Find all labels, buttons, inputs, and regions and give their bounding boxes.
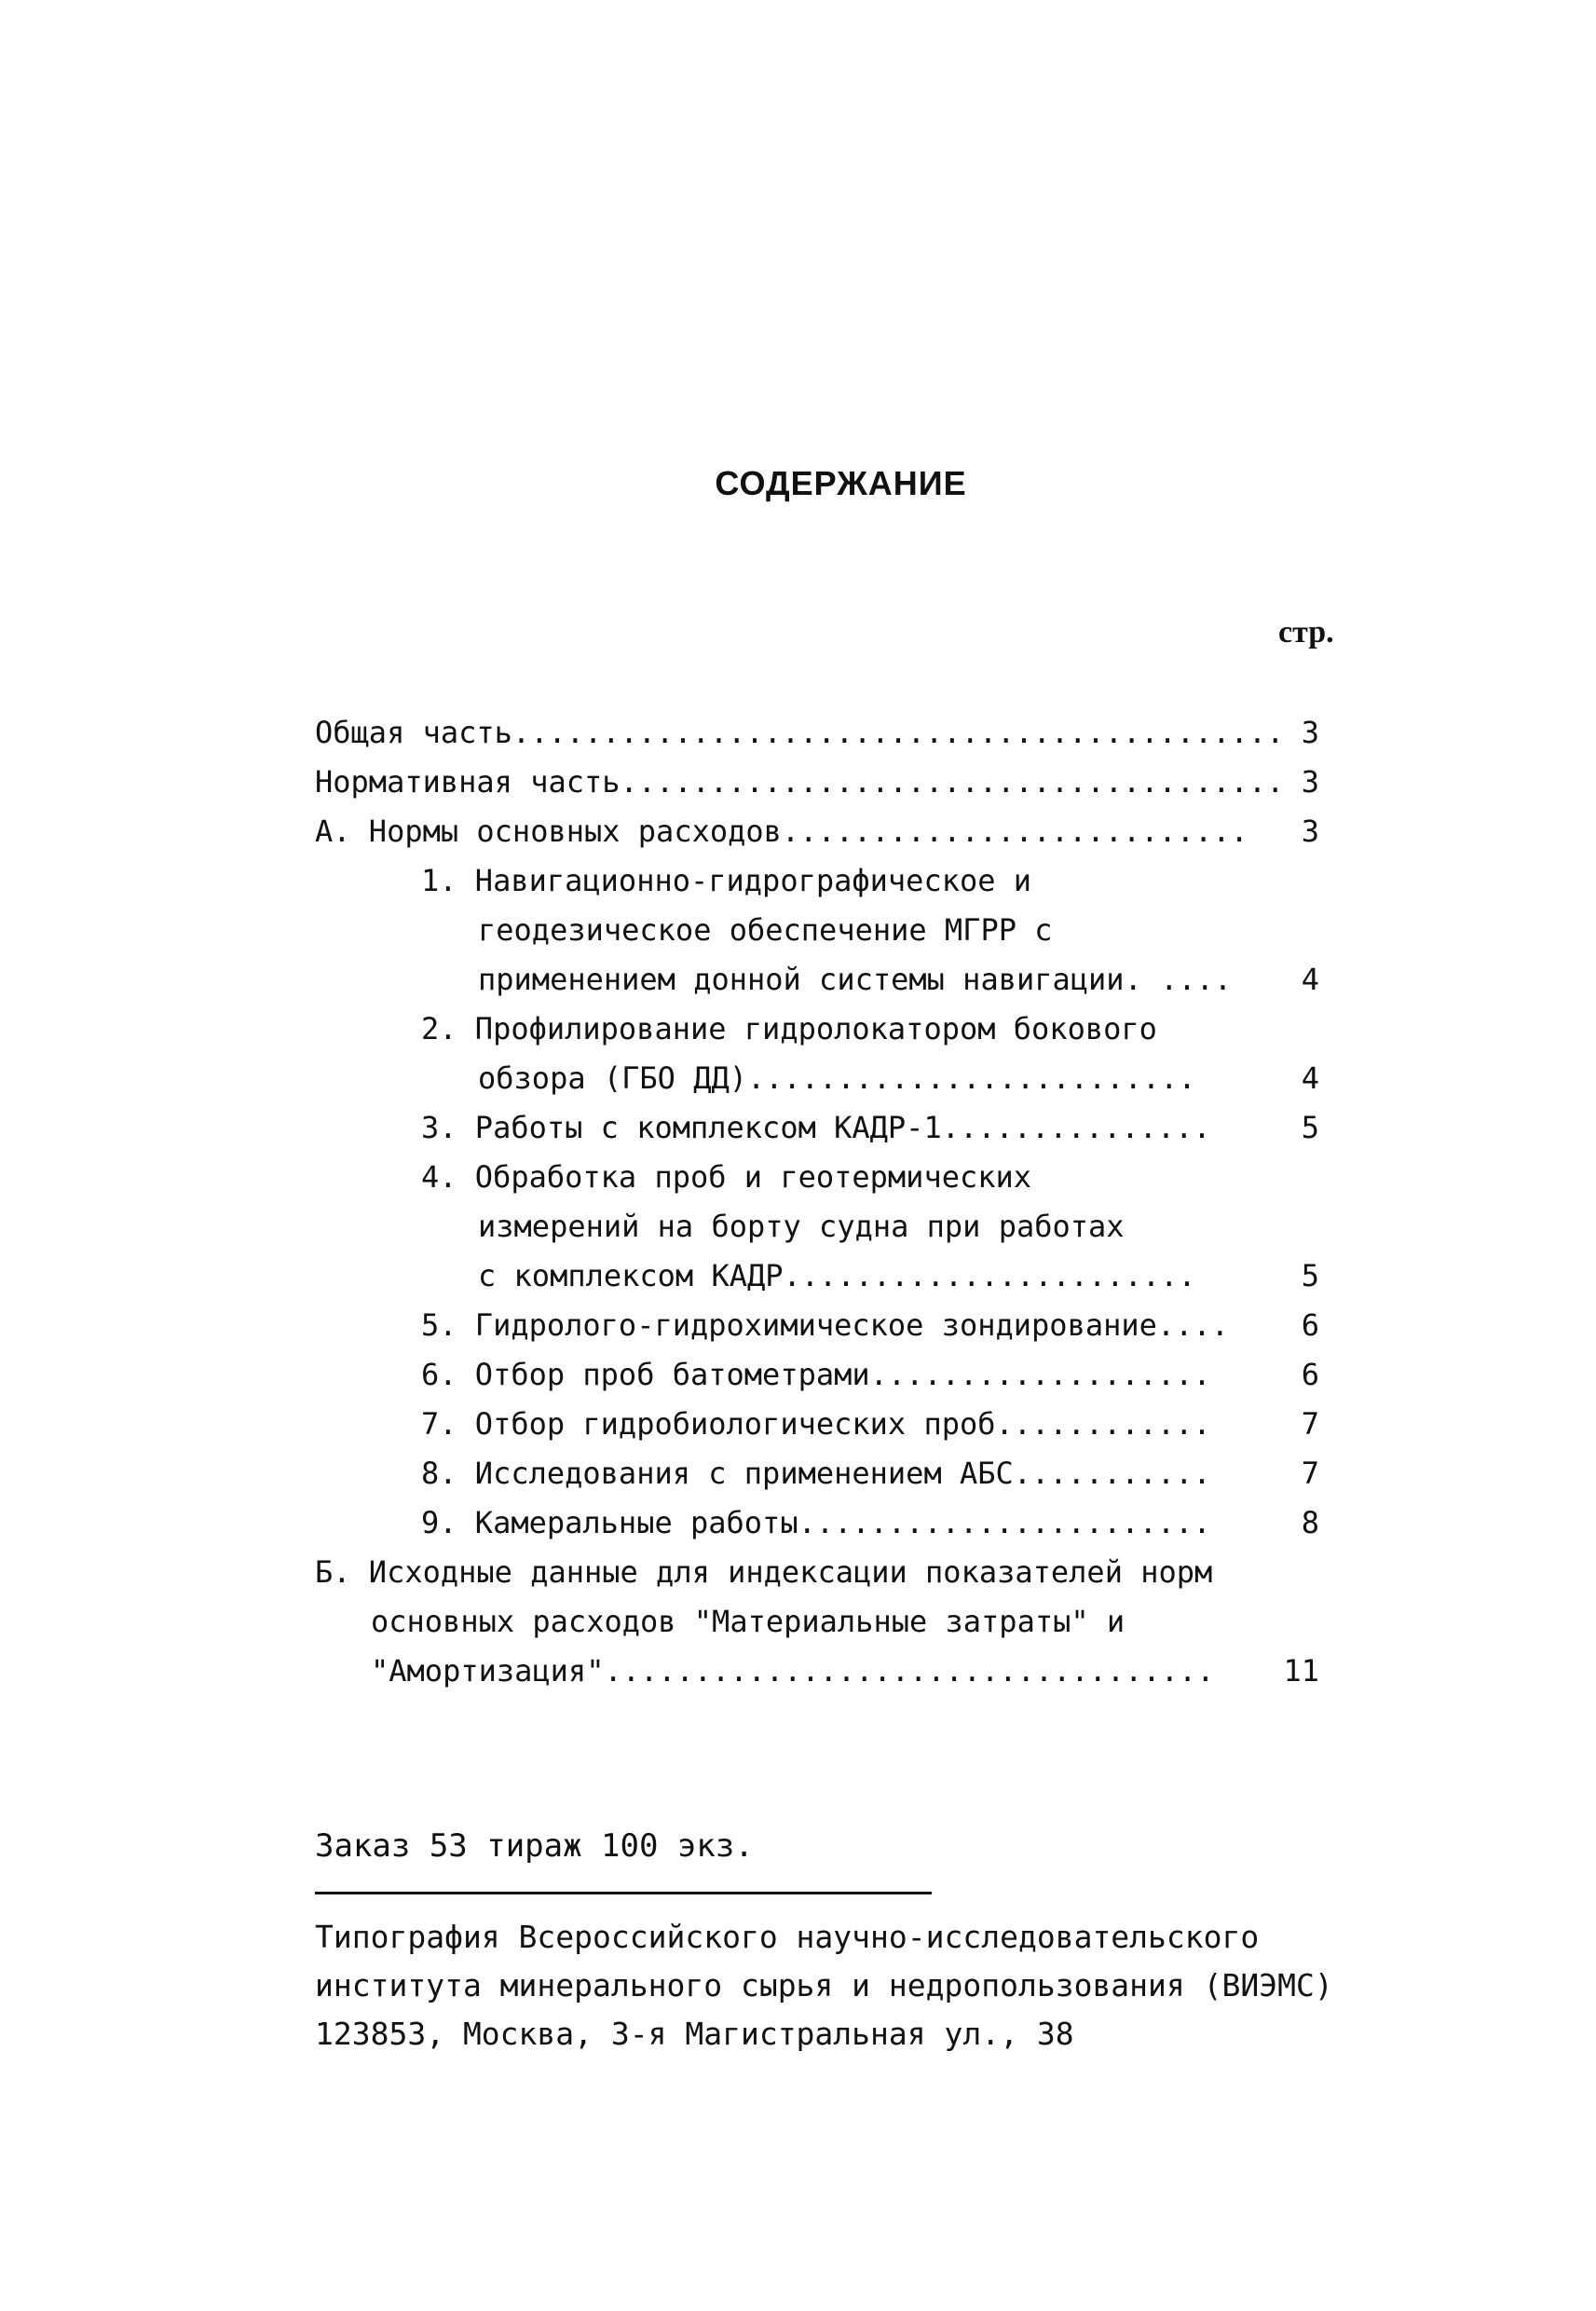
toc-entry-page: 11 (1283, 1653, 1319, 1689)
page-title: СОДЕРЖАНИЕ (715, 464, 967, 502)
toc-entry-text: 9. Камеральные работы (421, 1505, 798, 1540)
printer-line: института минерального сырья и недропользования (ВИЭМС) (315, 1967, 1333, 2003)
toc-entry-page: 4 (1301, 1060, 1319, 1096)
toc-entry (478, 1060, 1196, 1097)
toc-entry (421, 1158, 1031, 1196)
toc-entry-page: 6 (1301, 1307, 1319, 1343)
toc-entry-dots: ............ (995, 1406, 1211, 1442)
toc-entry-page: 5 (1301, 1258, 1319, 1293)
toc-entry-text: Общая часть (315, 715, 512, 750)
toc-entry-page: 3 (1301, 814, 1319, 849)
toc-entry-text: измерений на борту судна при работах (478, 1209, 1125, 1244)
toc-entry-dots: ................... (869, 1357, 1211, 1392)
toc-entry (421, 1356, 1211, 1393)
toc-entry-page: 6 (1301, 1357, 1319, 1392)
toc-entry (371, 1603, 1125, 1640)
toc-entry-text: 2. Профилирование гидролокатором бокового (421, 1011, 1157, 1046)
toc-entry-dots: ....................... (798, 1505, 1211, 1540)
toc-entry-dots: .......................... (781, 814, 1248, 849)
toc-entry-page: 4 (1301, 962, 1319, 997)
toc-entry-dots: ..................................... (620, 764, 1285, 800)
toc-entry-dots: .... (1141, 962, 1233, 997)
toc-entry-text: обзора (ГБО ДД) (478, 1060, 747, 1096)
printer-line: Типография Всероссийского научно-исследовательского (315, 1919, 1260, 1955)
toc-entry (315, 714, 1284, 751)
toc-entry-dots: ......................... (746, 1060, 1196, 1096)
toc-entry-page: 7 (1301, 1456, 1319, 1491)
toc-entry (478, 1208, 1125, 1245)
toc-entry-page: 8 (1301, 1505, 1319, 1540)
toc-entry-text: основных расходов "Материальные затраты" и (371, 1604, 1125, 1639)
toc-entry-page: 7 (1301, 1406, 1319, 1442)
toc-entry-dots: .... (1156, 1307, 1229, 1343)
toc-entry-dots: ....................... (783, 1258, 1196, 1293)
toc-entry (478, 961, 1232, 998)
toc-entry-page: 3 (1301, 715, 1319, 750)
toc-entry-page: 5 (1301, 1110, 1319, 1145)
printer-address: 123853, Москва, 3-я Магистральная ул., 38 (315, 2016, 1074, 2052)
page-column-label: стр. (1278, 615, 1334, 650)
toc-entry-dots: ........................................... (512, 715, 1285, 750)
toc-entry-text: Нормативная часть (315, 764, 621, 800)
toc-entry (315, 813, 1248, 850)
toc-entry-dots: .................................. (604, 1653, 1215, 1689)
toc-entry (371, 1652, 1214, 1689)
toc-entry-text: с комплексом КАДР (478, 1258, 784, 1293)
toc-entry-text: 6. Отбор проб батометрами (421, 1357, 870, 1392)
toc-entry (421, 862, 1031, 899)
toc-entry (421, 1455, 1211, 1492)
toc-entry-text: "Амортизация" (371, 1653, 605, 1689)
toc-entry (478, 911, 1053, 949)
toc-entry-dots: ............... (941, 1110, 1211, 1145)
toc-entry-text: 5. Гидролого-гидрохимическое зондирование (421, 1307, 1157, 1343)
toc-entry (421, 1405, 1211, 1443)
toc-entry (478, 1257, 1196, 1294)
divider (315, 1892, 932, 1894)
toc-entry-text: Б. Исходные данные для индексации показателей норм (315, 1554, 1213, 1590)
toc-entry (315, 763, 1284, 800)
toc-entry (421, 1504, 1211, 1541)
toc-entry-text: А. Нормы основных расходов (315, 814, 782, 849)
toc-entry-text: применением донной системы навигации. (478, 962, 1142, 997)
toc-entry-text: геодезическое обеспечение МГРР с (478, 912, 1053, 948)
toc-entry-text: 7. Отбор гидробиологических проб (421, 1406, 996, 1442)
toc-entry-dots: ........... (1013, 1456, 1211, 1491)
toc-entry (315, 1553, 1212, 1591)
toc-entry (421, 1109, 1211, 1146)
toc-entry-text: 8. Исследования с применением АБС (421, 1456, 1014, 1491)
toc-entry (421, 1010, 1157, 1047)
toc-entry (421, 1306, 1229, 1344)
toc-entry-page: 3 (1301, 764, 1319, 800)
order-line: Заказ 53 тираж 100 экз. (315, 1827, 754, 1865)
toc-entry-text: 1. Навигационно-гидрографическое и (421, 863, 1032, 898)
toc-entry-text: 3. Работы с комплексом КАДР-1 (421, 1110, 942, 1145)
toc-entry-text: 4. Обработка проб и геотермических (421, 1159, 1032, 1195)
